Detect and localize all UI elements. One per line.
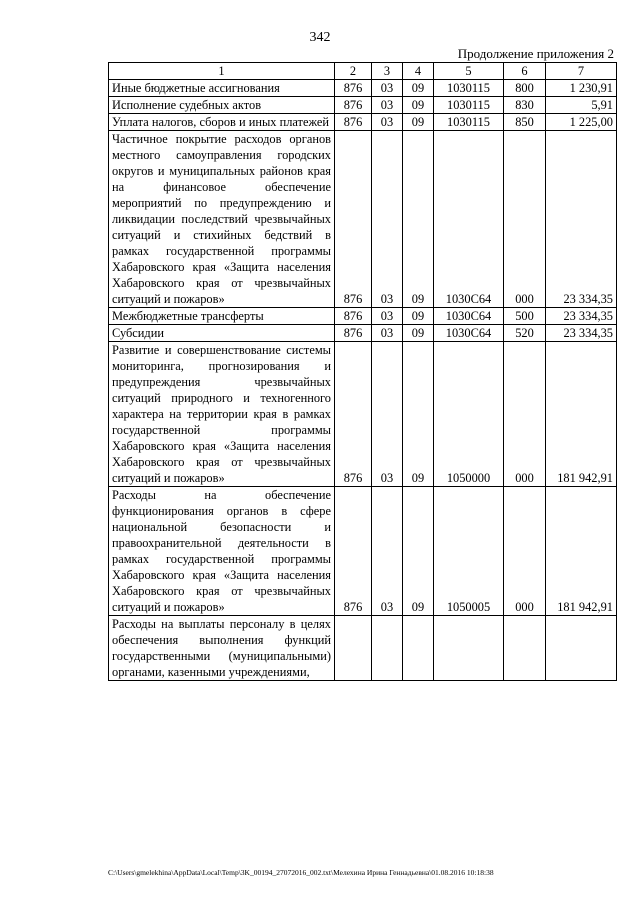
cell-type: 500	[504, 308, 546, 325]
row-name: Иные бюджетные ассигнования	[109, 80, 335, 97]
cell-section: 03	[372, 342, 403, 487]
cell-amount	[546, 616, 617, 681]
table-row	[109, 114, 617, 131]
cell-section: 03	[372, 114, 403, 131]
row-name: Развитие и совершенствование системы мониторинга, прогнозирования и предупреждения чрезвычайных ситуаций природного и техногенного характера на территории края в рамках государственной программы Хабаровского края «Защита населения Хабаровского края от чрезвычайных ситуаций и пожаров»	[109, 342, 335, 487]
cell-target: 1030С64	[434, 325, 504, 342]
cell-section: 03	[372, 487, 403, 616]
table-row	[109, 616, 617, 681]
cell-amount: 23 334,35	[546, 325, 617, 342]
table-row	[109, 80, 617, 97]
table-row	[109, 342, 617, 487]
row-name: Межбюджетные трансферты	[109, 308, 335, 325]
cell-ministry	[335, 616, 372, 681]
cell-subsection: 09	[403, 342, 434, 487]
cell-section: 03	[372, 97, 403, 114]
cell-type	[504, 616, 546, 681]
cell-target	[434, 616, 504, 681]
cell-type: 520	[504, 325, 546, 342]
cell-amount: 181 942,91	[546, 342, 617, 487]
cell-ministry: 876	[335, 114, 372, 131]
cell-ministry: 876	[335, 97, 372, 114]
column-header: 4	[403, 63, 434, 80]
table-row	[109, 308, 617, 325]
cell-section: 03	[372, 325, 403, 342]
table-row	[109, 97, 617, 114]
cell-target: 1030С64	[434, 308, 504, 325]
cell-ministry: 876	[335, 325, 372, 342]
cell-target: 1030115	[434, 114, 504, 131]
cell-target: 1030115	[434, 80, 504, 97]
cell-subsection: 09	[403, 487, 434, 616]
cell-amount: 181 942,91	[546, 487, 617, 616]
column-header: 1	[109, 63, 335, 80]
column-header: 2	[335, 63, 372, 80]
cell-ministry: 876	[335, 131, 372, 308]
cell-amount: 23 334,35	[546, 308, 617, 325]
cell-subsection	[403, 616, 434, 681]
cell-target: 1050005	[434, 487, 504, 616]
cell-target: 1050000	[434, 342, 504, 487]
cell-subsection: 09	[403, 308, 434, 325]
page-number: 342	[309, 30, 331, 45]
cell-section	[372, 616, 403, 681]
cell-section: 03	[372, 80, 403, 97]
cell-type: 000	[504, 131, 546, 308]
cell-subsection: 09	[403, 131, 434, 308]
cell-amount: 1 225,00	[546, 114, 617, 131]
cell-ministry: 876	[335, 80, 372, 97]
column-header: 7	[546, 63, 617, 80]
cell-subsection: 09	[403, 114, 434, 131]
cell-amount: 23 334,35	[546, 131, 617, 308]
row-name: Частичное покрытие расходов органов местного самоуправления городских округов и муниципальных районов края на финансовое обеспечение мероприятий по предупреждению и ликвидации последствий чрезвычайных ситуаций и стихийных бедствий в рамках государственной программы Хабаровского края «Защита населения Хабаровского края от чрезвычайных ситуаций и пожаров»	[109, 131, 335, 308]
cell-amount: 1 230,91	[546, 80, 617, 97]
table-row	[109, 325, 617, 342]
row-name: Исполнение судебных актов	[109, 97, 335, 114]
cell-ministry: 876	[335, 342, 372, 487]
table-row	[109, 131, 617, 308]
column-header: 3	[372, 63, 403, 80]
row-name: Уплата налогов, сборов и иных платежей	[109, 114, 335, 131]
cell-amount: 5,91	[546, 97, 617, 114]
footer-file-path: C:\Users\gmelekhina\AppData\Local\Temp\3K_00194_27072016_002.txt\Мелехина Ирина Геннадьевна\01.08.2016 10:18:38	[108, 868, 494, 877]
table-header-row	[109, 63, 617, 80]
row-name: Расходы на выплаты персоналу в целях обеспечения выполнения функций государственными (муниципальными) органами, казенными учреждениями,	[109, 616, 335, 681]
cell-ministry: 876	[335, 308, 372, 325]
cell-section: 03	[372, 131, 403, 308]
row-name: Субсидии	[109, 325, 335, 342]
cell-target: 1030115	[434, 97, 504, 114]
column-header: 5	[434, 63, 504, 80]
cell-ministry: 876	[335, 487, 372, 616]
column-header: 6	[504, 63, 546, 80]
cell-type: 830	[504, 97, 546, 114]
budget-table	[108, 62, 617, 681]
cell-type: 850	[504, 114, 546, 131]
cell-subsection: 09	[403, 325, 434, 342]
row-name: Расходы на обеспечение функционирования органов в сфере национальной безопасности и правоохранительной деятельности в рамках государственной программы Хабаровского края «Защита населения Хабаровского края от чрезвычайных ситуаций и пожаров»	[109, 487, 335, 616]
table-row	[109, 487, 617, 616]
continuation-label: Продолжение приложения 2	[457, 46, 614, 61]
cell-subsection: 09	[403, 80, 434, 97]
cell-type: 000	[504, 342, 546, 487]
cell-type: 800	[504, 80, 546, 97]
cell-subsection: 09	[403, 97, 434, 114]
cell-section: 03	[372, 308, 403, 325]
cell-target: 1030С64	[434, 131, 504, 308]
cell-type: 000	[504, 487, 546, 616]
